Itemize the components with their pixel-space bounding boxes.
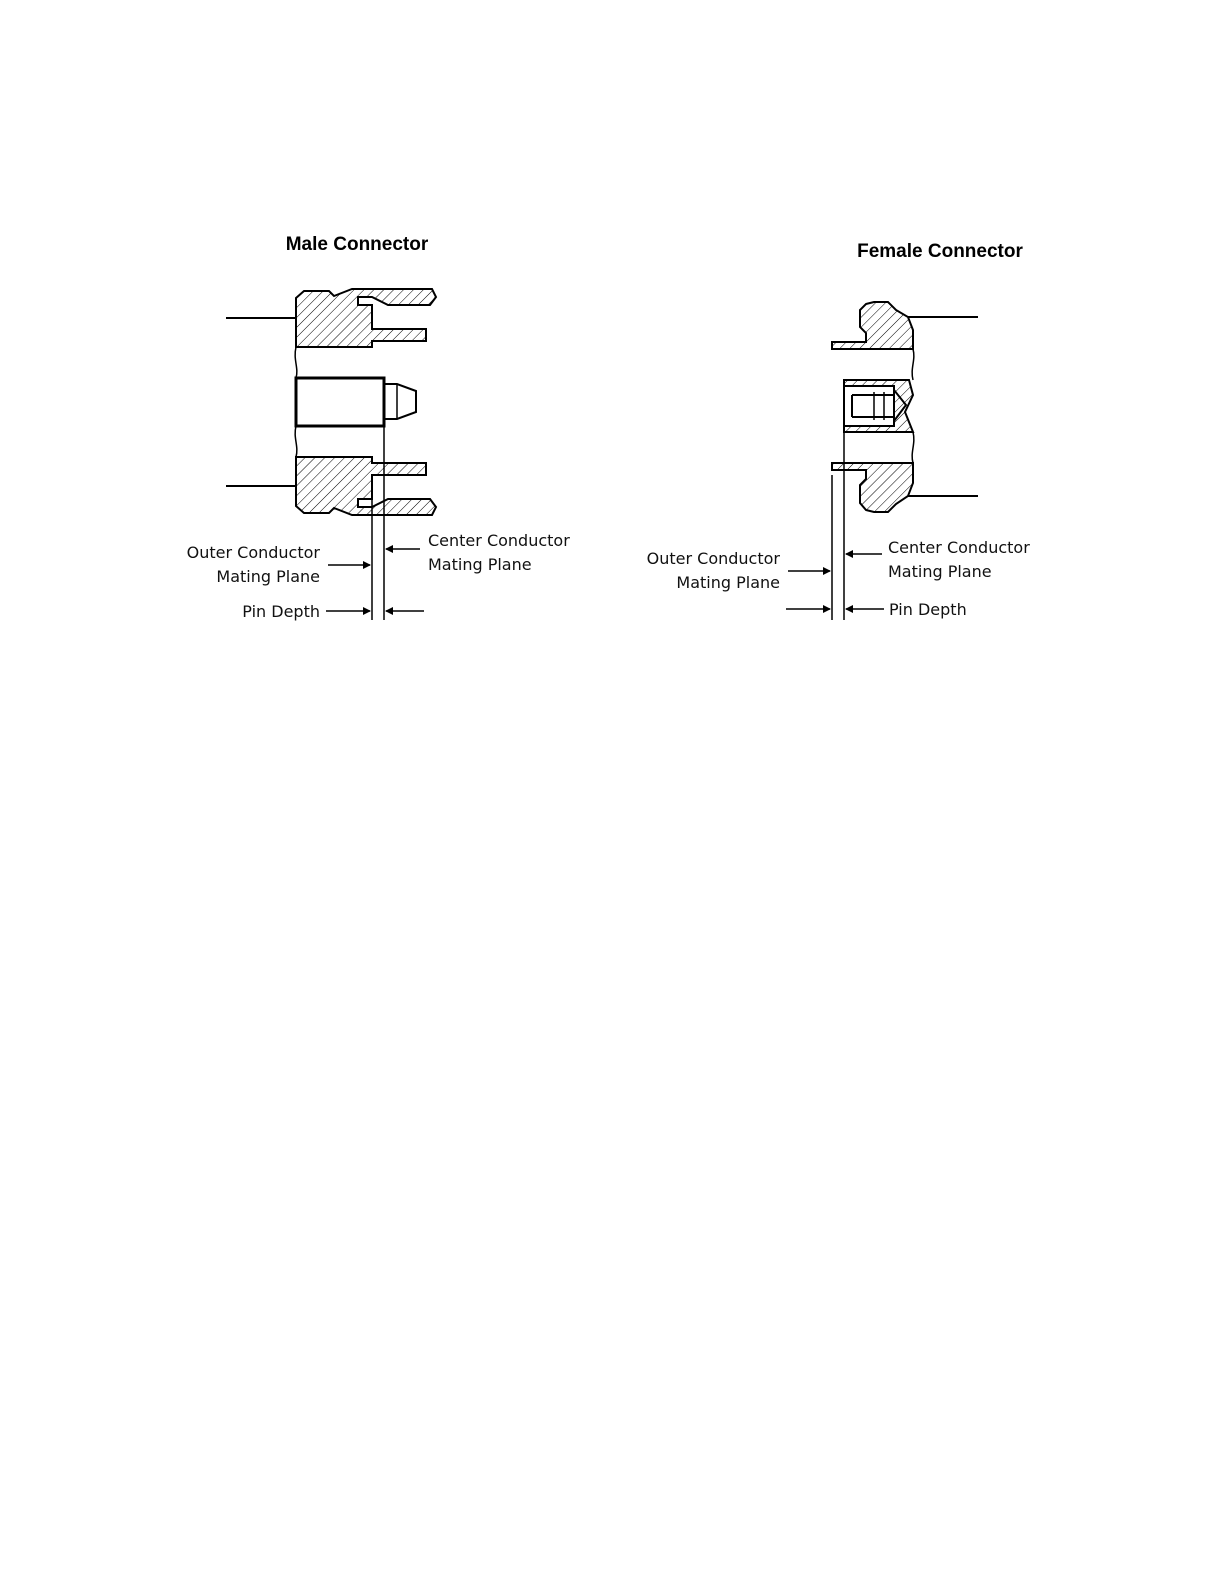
female-outer-body-top [832, 302, 913, 349]
female-center-conductor-label-line1: Center Conductor [888, 538, 1030, 557]
male-break-edge-bottom [295, 426, 297, 457]
female-center-conductor-label-line2: Mating Plane [888, 562, 992, 581]
male-break-edge-top [295, 347, 297, 378]
female-connector-title: Female Connector [857, 241, 1023, 262]
female-center-socket [844, 380, 913, 432]
male-outer-body-bottom [296, 457, 436, 515]
female-break-edge-top [912, 349, 914, 380]
male-center-conductor-label-line1: Center Conductor [428, 531, 570, 550]
female-connector-group [647, 241, 1031, 620]
male-outer-conductor-label-line2: Mating Plane [216, 567, 320, 586]
male-connector-title: Male Connector [285, 234, 429, 255]
male-outer-conductor-label-line1: Outer Conductor [186, 543, 320, 562]
male-center-pin [296, 378, 416, 426]
male-center-conductor-label-line2: Mating Plane [428, 555, 532, 574]
female-outer-conductor-label-line1: Outer Conductor [646, 549, 780, 568]
male-outer-body-top [296, 289, 436, 347]
female-pin-depth-label: Pin Depth [889, 600, 967, 619]
female-outer-conductor-label-line2: Mating Plane [676, 573, 780, 592]
male-pin-depth-label: Pin Depth [242, 602, 320, 621]
male-connector-group [187, 234, 571, 621]
female-break-edge-bottom [912, 432, 914, 463]
